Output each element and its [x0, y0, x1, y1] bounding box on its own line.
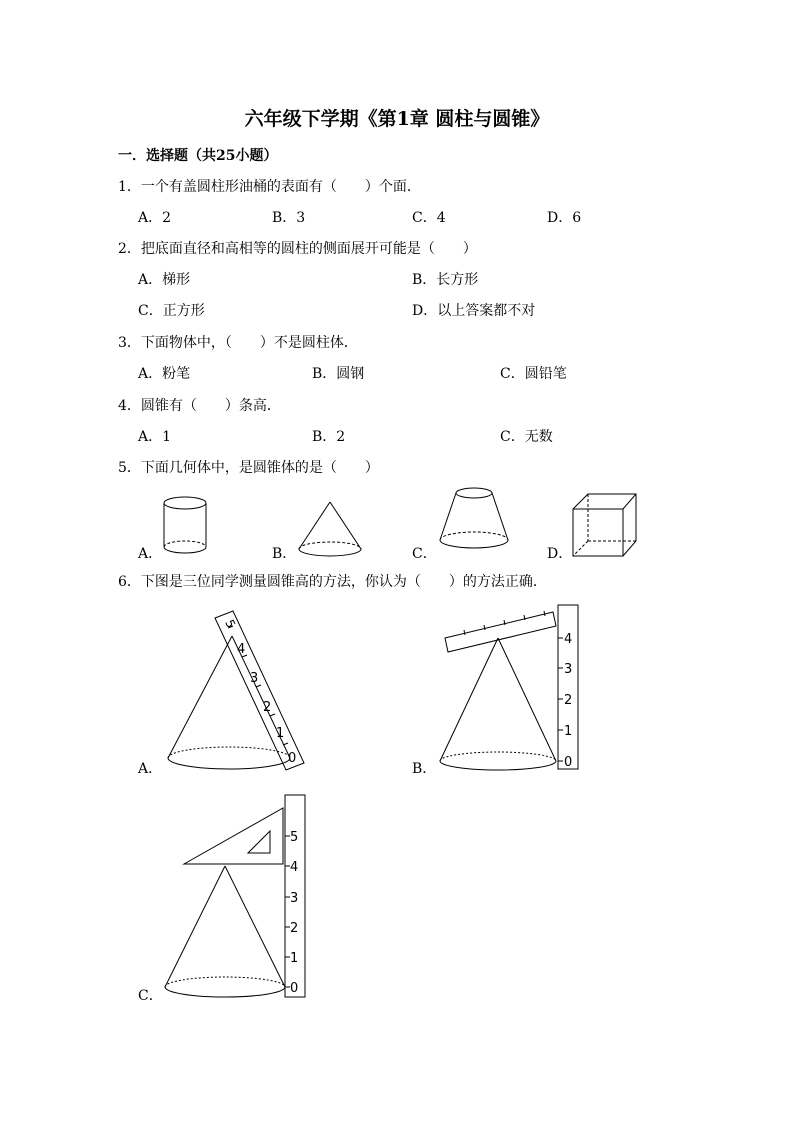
cone-with-slanted-ruler-a [168, 611, 304, 770]
ruler-b-tick-0: 0 [564, 755, 573, 770]
q5-option-d[interactable]: D． [547, 546, 573, 562]
ruler-a-tick-2: 2 [263, 700, 272, 715]
q4-option-a[interactable]: A．1 [138, 429, 172, 445]
ruler-a-tick-3: 3 [250, 671, 259, 686]
q4-option-c[interactable]: C．无数 [500, 429, 553, 445]
cone-with-triangle-ruler-c [165, 795, 305, 997]
ruler-b-tick-2: 2 [564, 693, 573, 708]
q2-option-a[interactable]: A．梯形 [138, 272, 191, 288]
ruler-c-tick-5: 5 [290, 830, 299, 845]
question-3-stem: 3．下面物体中，（ ）不是圆柱体． [118, 335, 358, 351]
ruler-b-tick-4: 4 [564, 632, 573, 647]
q3-option-a[interactable]: A．粉笔 [138, 366, 191, 382]
question-1-stem: 1．一个有盖圆柱形油桶的表面有（ ）个面． [118, 179, 421, 195]
q3-option-c[interactable]: C．圆铅笔 [500, 366, 567, 382]
question-6-stem: 6．下图是三位同学测量圆锥高的方法，你认为（ ）的方法正确． [118, 574, 547, 590]
cube-figure [573, 494, 636, 556]
q1-option-a[interactable]: A．2 [138, 210, 172, 226]
q2-option-b[interactable]: B．长方形 [412, 272, 479, 288]
slanted-ruler [215, 611, 304, 770]
q3-option-b[interactable]: B．圆钢 [312, 366, 365, 382]
q6-option-b[interactable]: B． [412, 761, 437, 777]
question-5-stem: 5．下面几何体中，是圆锥体的是（ ） [118, 460, 379, 476]
ruler-c-tick-1: 1 [290, 951, 299, 966]
cylinder-figure [164, 497, 206, 553]
q6-option-c[interactable]: C． [138, 988, 163, 1004]
ruler-a-tick-4: 4 [237, 642, 246, 657]
ruler-c-tick-4: 4 [290, 860, 299, 875]
cone-with-two-rulers-b [440, 605, 578, 770]
q1-option-b[interactable]: B．3 [272, 210, 306, 226]
ruler-c-tick-0: 0 [290, 981, 299, 996]
q4-option-b[interactable]: B．2 [312, 429, 346, 445]
page-title: 六年级下学期《第1章 圆柱与圆锥》 [244, 108, 550, 130]
q5-option-b[interactable]: B． [272, 546, 297, 562]
ruler-b-tick-3: 3 [564, 662, 573, 677]
ruler-c-tick-2: 2 [290, 921, 299, 936]
q5-option-a[interactable]: A． [138, 546, 163, 562]
ruler-a-tick-0: 0 [288, 751, 297, 766]
vertical-ruler-b [558, 605, 578, 770]
set-square [184, 808, 283, 864]
q2-option-d[interactable]: D．以上答案都不对 [412, 303, 536, 319]
frustum-figure [440, 488, 508, 548]
cone-figure [299, 502, 361, 556]
ruler-c-tick-3: 3 [290, 891, 299, 906]
q1-option-d[interactable]: D．6 [547, 210, 582, 226]
question-4-stem: 4．圆锥有（ ）条高． [118, 398, 281, 414]
q6-option-a[interactable]: A． [138, 761, 163, 777]
ruler-a-tick-5: 5 [222, 617, 239, 631]
question-2-stem: 2．把底面直径和高相等的圆柱的侧面展开可能是（ ） [118, 241, 477, 257]
vertical-ruler-c [285, 795, 305, 997]
ruler-b-tick-1: 1 [564, 724, 573, 739]
q2-option-c[interactable]: C．正方形 [138, 303, 205, 319]
q1-option-c[interactable]: C．4 [412, 210, 446, 226]
ruler-a-tick-1: 1 [276, 726, 285, 741]
slanted-top-ruler [445, 611, 556, 652]
q5-option-c[interactable]: C． [412, 546, 437, 562]
section-heading: 一．选择题（共25小题） [118, 148, 278, 164]
